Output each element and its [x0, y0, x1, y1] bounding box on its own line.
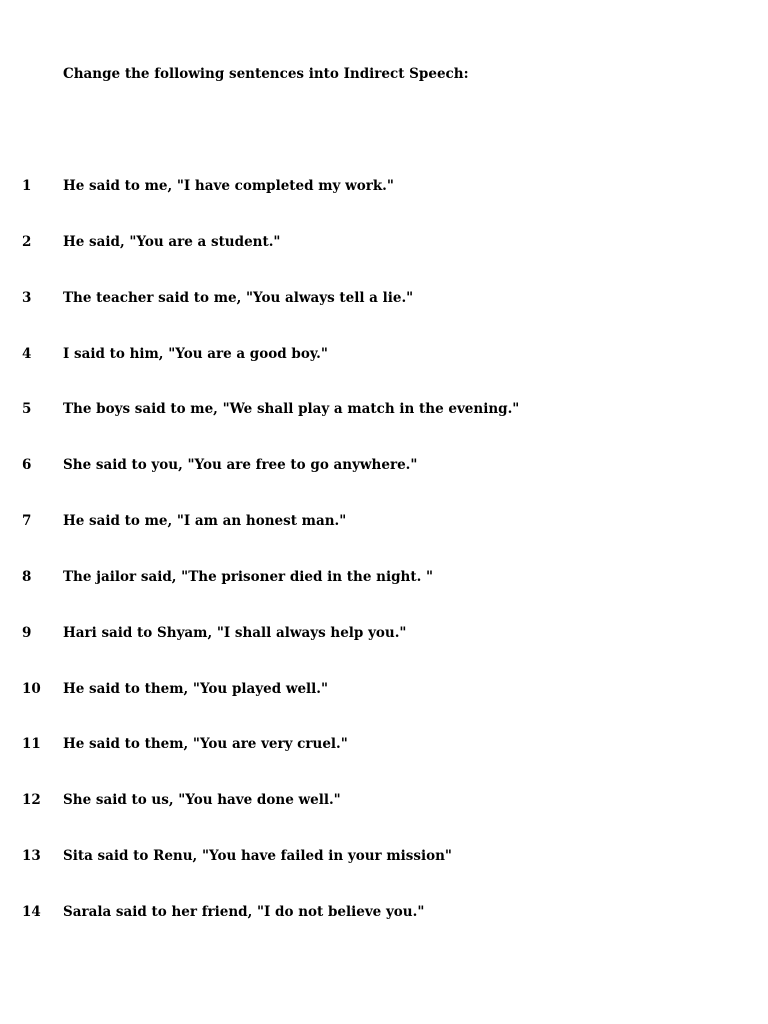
list-item	[0, 625, 768, 681]
list-item	[0, 736, 768, 792]
list-item	[0, 290, 768, 346]
list-item	[0, 848, 768, 904]
item-sentence: Sarala said to her friend, "I do not believe you."	[63, 903, 425, 920]
item-sentence: The jailor said, "The prisoner died in the night. "	[63, 568, 434, 585]
list-item	[0, 457, 768, 513]
item-number: 11	[22, 736, 41, 753]
item-sentence: The boys said to me, "We shall play a match in the evening."	[63, 401, 520, 418]
item-number: 14	[22, 903, 41, 920]
item-sentence: He said to them, "You played well."	[63, 680, 329, 697]
item-number: 2	[22, 233, 32, 250]
list-item	[0, 569, 768, 625]
item-number: 7	[22, 513, 32, 530]
list-item	[0, 346, 768, 402]
list-item	[0, 401, 768, 457]
item-sentence: He said to me, "I have completed my work."	[63, 178, 394, 194]
list-item	[0, 792, 768, 848]
item-number: 1	[22, 178, 32, 194]
list-item	[0, 234, 768, 290]
item-number: 10	[22, 680, 41, 697]
item-sentence: He said to them, "You are very cruel."	[63, 736, 348, 753]
list-item	[0, 178, 768, 234]
item-sentence: She said to us, "You have done well."	[63, 792, 341, 809]
item-number: 3	[22, 289, 32, 306]
item-sentence: He said to me, "I am an honest man."	[63, 513, 347, 530]
item-sentence: He said, "You are a student."	[63, 233, 281, 250]
list-item	[0, 904, 768, 960]
item-sentence: She said to you, "You are free to go anywhere."	[63, 457, 418, 474]
item-number: 6	[22, 457, 32, 474]
list-item	[0, 513, 768, 569]
item-number: 13	[22, 848, 41, 865]
item-sentence: Hari said to Shyam, "I shall always help you."	[63, 624, 407, 641]
sentence-list	[0, 178, 768, 960]
item-number: 8	[22, 568, 32, 585]
item-number: 9	[22, 624, 32, 641]
list-item	[0, 681, 768, 737]
item-number: 5	[22, 401, 32, 418]
item-sentence: I said to him, "You are a good boy."	[63, 345, 328, 362]
item-number: 12	[22, 792, 41, 809]
instruction-heading: Change the following sentences into Indirect Speech:	[63, 66, 469, 82]
item-sentence: The teacher said to me, "You always tell a lie."	[63, 289, 414, 306]
item-sentence: Sita said to Renu, "You have failed in your mission"	[63, 848, 452, 865]
item-number: 4	[22, 345, 32, 362]
